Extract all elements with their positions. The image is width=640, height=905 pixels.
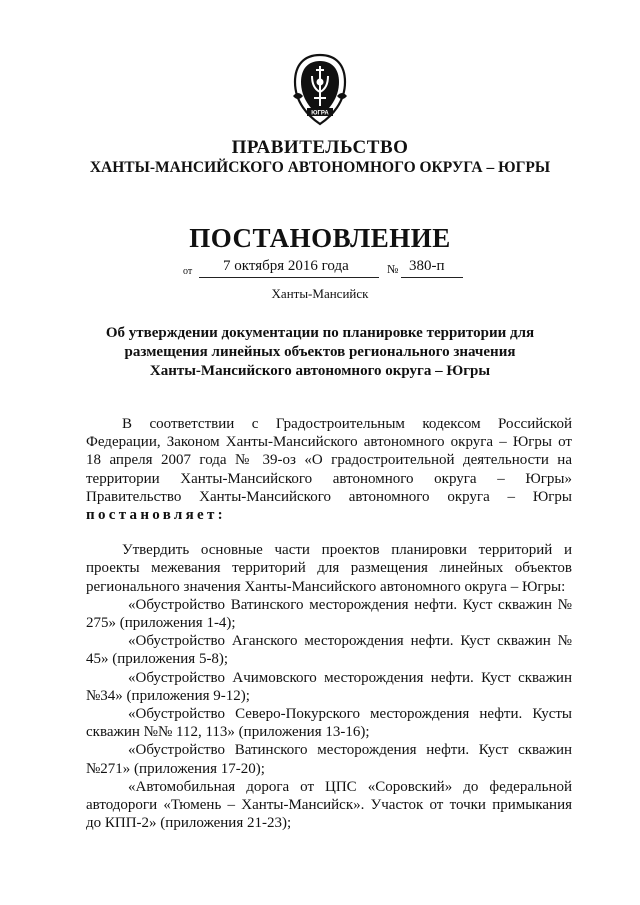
decree-word: постановляет: bbox=[86, 507, 226, 524]
list-item: «Обустройство Ватинского месторождения нефти. Куст скважин №271» (приложения 17-20); bbox=[86, 742, 572, 777]
list-item: «Обустройство Северо-Покурского месторождения нефти. Кусты скважин №№ 112, 113» (приложения 13-16); bbox=[86, 706, 572, 741]
document-body bbox=[86, 415, 572, 832]
decision-intro: Утвердить основные части проектов планировки территорий и проекты межевания территорий для размещения линейных объектов регионального значения Ханты-Мансийского автономного округа – Югры: bbox=[86, 542, 572, 595]
list-item: «Обустройство Аганского месторождения нефти. Куст скважин № 45» (приложения 5-8); bbox=[86, 633, 572, 668]
document-date: 7 октября 2016 года bbox=[223, 258, 349, 274]
document-subject: Об утверждении документации по планировке территории для размещения линейных объектов регионального значения Ханты-Мансийского автономного округа – Югры bbox=[105, 325, 535, 379]
number-underline bbox=[401, 277, 463, 278]
preamble-text: В соответствии с Градостроительным кодексом Российской Федерации, Законом Ханты-Мансийского автономного округа – Югры от 18 апреля 2007 года № 39-оз «О градостроительной деятельности на территории Ханты-Мансийского автономного округа – Югры» Правительство Ханты-Мансийского автономного округа – Югры bbox=[86, 416, 572, 505]
coat-of-arms-icon bbox=[290, 52, 350, 128]
preamble-paragraph bbox=[86, 415, 572, 524]
city: Ханты-Мансийск bbox=[271, 286, 369, 301]
date-underline bbox=[199, 277, 379, 278]
list-item: «Обустройство Ачимовского месторождения нефти. Куст скважин №34» (приложения 9-12); bbox=[86, 669, 572, 704]
list-item: «Обустройство Ватинского месторождения нефти. Куст скважин № 275» (приложения 1-4); bbox=[86, 596, 572, 632]
date-number-row bbox=[183, 257, 463, 281]
government-title: ПРАВИТЕЛЬСТВО bbox=[231, 137, 409, 158]
document-number: 380-п bbox=[409, 258, 445, 274]
number-label: № bbox=[387, 262, 399, 276]
document-type: ПОСТАНОВЛЕНИЕ bbox=[189, 223, 451, 253]
svg-text:ЮГРА: ЮГРА bbox=[311, 110, 329, 117]
date-label: от bbox=[183, 266, 193, 277]
region-title: ХАНТЫ-МАНСИЙСКОГО АВТОНОМНОГО ОКРУГА – ЮГРЫ bbox=[89, 159, 551, 176]
list-item: «Автомобильная дорога от ЦПС «Соровский» до федеральной автодороги «Тюмень – Ханты-Мансийск». Участок от точки примыкания до КПП-2» (приложения 21-23); bbox=[86, 778, 572, 832]
